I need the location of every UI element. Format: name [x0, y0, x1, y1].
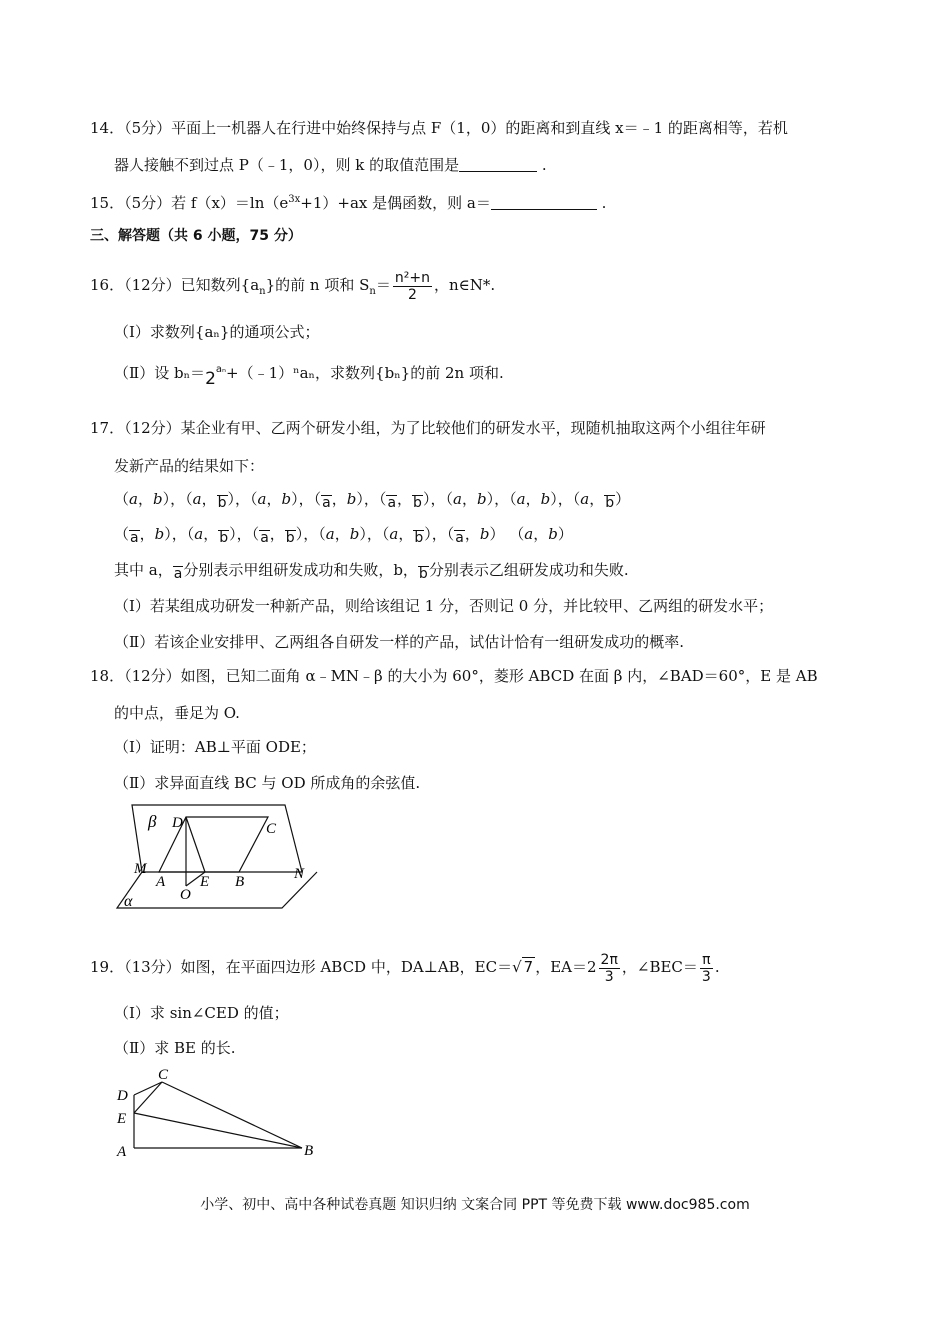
- result-pair: （a，b）: [378, 490, 431, 511]
- group-b-success: b: [346, 490, 357, 508]
- result-pair: （a，b）: [318, 525, 367, 543]
- group-a-fail: a: [322, 495, 331, 511]
- q16-fraction: $\frac{\text{n²+n}}{2}$: [394, 269, 430, 303]
- q15-answer-blank: [491, 195, 597, 210]
- group-b-fail: b: [414, 530, 424, 546]
- result-pair: （a，b）: [572, 490, 631, 511]
- result-pair: （a，b）: [313, 490, 364, 511]
- group-a-success: a: [257, 490, 267, 508]
- q17-part2: （Ⅱ）若该企业安排甲、乙两组各自研发一样的产品，试估计恰有一组研发成功的概率.: [114, 633, 684, 651]
- group-a-fail: a: [455, 530, 464, 546]
- q19-sqrt: √ 7: [512, 958, 534, 976]
- q16-part1: （Ⅰ）求数列{aₙ}的通项公式；: [114, 323, 320, 341]
- q19-part1: （Ⅰ）求 sin∠CED 的值；: [114, 1004, 289, 1022]
- q17-line2: 发新产品的结果如下：: [114, 457, 265, 475]
- group-b-fail: b: [285, 530, 295, 546]
- svg-text:α: α: [124, 893, 133, 910]
- group-a-success: a: [129, 490, 138, 508]
- svg-text:B: B: [235, 874, 245, 890]
- group-a-success: a: [194, 525, 204, 543]
- svg-text:O: O: [180, 887, 191, 903]
- q17-results-row2: （a，b），（a，b），（a，b），（a，b），（a，b），（a，b） （a，b）: [114, 525, 573, 546]
- group-a-fail: a: [130, 530, 139, 546]
- q19-fraction-2: $\frac{\pi}{3}$: [701, 951, 711, 985]
- group-a-fail: a: [387, 495, 397, 511]
- q17-results-row1: （a，b），（a，b），（a，b），（a，b），（a，b），（a，b），（a，b），（a，b）: [114, 490, 631, 511]
- svg-text:N: N: [294, 866, 305, 882]
- group-a-success: a: [389, 525, 399, 543]
- q17-explain: 其中 a，a分别表示甲组研发成功和失败，b，b分别表示乙组研发成功和失败.: [114, 561, 629, 582]
- group-a-success: a: [580, 490, 590, 508]
- group-b-success: b: [154, 525, 165, 543]
- q16-stem: 16．（12分）已知数列$\{a_n\}$的前 n 项和 $S_n=$ $\frac{\text{n²+n}}{2}$ ，n∈N*.: [90, 269, 496, 303]
- result-pair: （a，b）: [509, 490, 558, 508]
- page-footer: 小学、初中、高中各种试卷真题 知识归纳 文案合同 PPT 等免费下载 www.doc985.com: [200, 1197, 750, 1213]
- q19-quadrilateral-figure: [112, 1065, 327, 1160]
- result-pair: （a，b）: [509, 525, 573, 543]
- q18-line2: 的中点，垂足为 O.: [114, 704, 240, 722]
- group-b-success: b: [540, 490, 551, 508]
- svg-text:E: E: [200, 874, 210, 890]
- result-pair: （a，b）: [251, 525, 304, 546]
- q19-fraction-1: $\frac{2\pi}{3}$: [600, 951, 618, 985]
- q18-part2: （Ⅱ）求异面直线 BC 与 OD 所成角的余弦值.: [114, 774, 421, 792]
- svg-text:C: C: [158, 1067, 169, 1083]
- result-pair: （a，b）: [446, 525, 505, 546]
- q17-line1: 17．（12分）某企业有甲、乙两个研发小组，为了比较他们的研发水平，现随机抽取这两个小组往年研: [90, 419, 766, 437]
- q17-part1: （Ⅰ）若某组成功研发一种新产品，则给该组记 1 分，否则记 0 分，并比较甲、乙两组的研发水平；: [114, 597, 774, 615]
- q19-stem: 19．（13分）如图，在平面四边形 ABCD 中，DA⊥AB，EC＝√ 7 ，EA＝2 $\frac{2\pi}{3}$ ，∠BEC＝ $\frac{\pi}{3}$ .: [90, 951, 720, 985]
- result-pair: （a，b）: [381, 525, 432, 546]
- group-b-success: b: [479, 525, 490, 543]
- group-a-fail: a: [260, 530, 269, 546]
- svg-text:M: M: [134, 861, 147, 877]
- group-a-success: a: [192, 490, 202, 508]
- group-b-fail: b: [413, 495, 422, 511]
- group-b-success: b: [152, 490, 163, 508]
- svg-text:D: D: [172, 815, 183, 831]
- q18-dihedral-figure: [112, 800, 327, 915]
- svg-text:C: C: [266, 821, 277, 837]
- svg-text:B: B: [304, 1143, 314, 1159]
- q19-part2: （Ⅱ）求 BE 的长.: [114, 1039, 236, 1057]
- result-pair: （a，b）: [114, 525, 172, 546]
- group-b-fail: b: [219, 530, 229, 546]
- svg-text:D: D: [117, 1088, 128, 1104]
- q14-line1: 14．（5分）平面上一机器人在行进中始终保持与点 F（1，0）的距离和到直线 x＝﹣1 的距离相等，若机: [90, 119, 788, 137]
- result-pair: （a，b）: [445, 490, 495, 508]
- svg-text:A: A: [117, 1144, 127, 1160]
- group-b-fail: b: [217, 495, 227, 511]
- section-heading: 三、解答题（共 6 小题，75 分）: [90, 228, 302, 244]
- q16-part2: （Ⅱ）设 $b_n=2^{a_n}+(﹣1)^na_n$，求数列{bₙ}的前 2n 项和.: [114, 364, 504, 389]
- group-a-success: a: [325, 525, 335, 543]
- group-b-success: b: [349, 525, 360, 543]
- group-a-success: a: [452, 490, 462, 508]
- group-b-success: b: [281, 490, 292, 508]
- svg-text:β: β: [148, 812, 157, 831]
- result-pair: （a，b）: [250, 490, 299, 508]
- svg-text:A: A: [156, 874, 166, 890]
- group-b-success: b: [548, 525, 558, 543]
- svg-text:E: E: [117, 1111, 127, 1127]
- result-pair: （a，b）: [185, 490, 236, 511]
- group-a-success: a: [516, 490, 526, 508]
- result-pair: （a，b）: [114, 490, 171, 508]
- group-b-success: b: [476, 490, 487, 508]
- q14-answer-blank: [459, 157, 537, 172]
- group-b-fail: b: [605, 495, 615, 511]
- q14-line2: 器人接触不到过点 P（﹣1，0），则 k 的取值范围是 .: [114, 156, 547, 174]
- result-pair: （a，b）: [186, 525, 237, 546]
- group-a-success: a: [524, 525, 534, 543]
- q18-part1: （Ⅰ）证明：AB⊥平面 ODE；: [114, 738, 316, 756]
- q18-line1: 18．（12分）如图，已知二面角 α﹣MN﹣β 的大小为 60°，菱形 ABCD 在面 β 内，∠BAD＝60°，E 是 AB: [90, 667, 818, 685]
- q15-line: 15．（5分）若 $f(x)=\ln(e^{3x}+1)+ax$ 是偶函数，则 a＝ .: [90, 194, 607, 212]
